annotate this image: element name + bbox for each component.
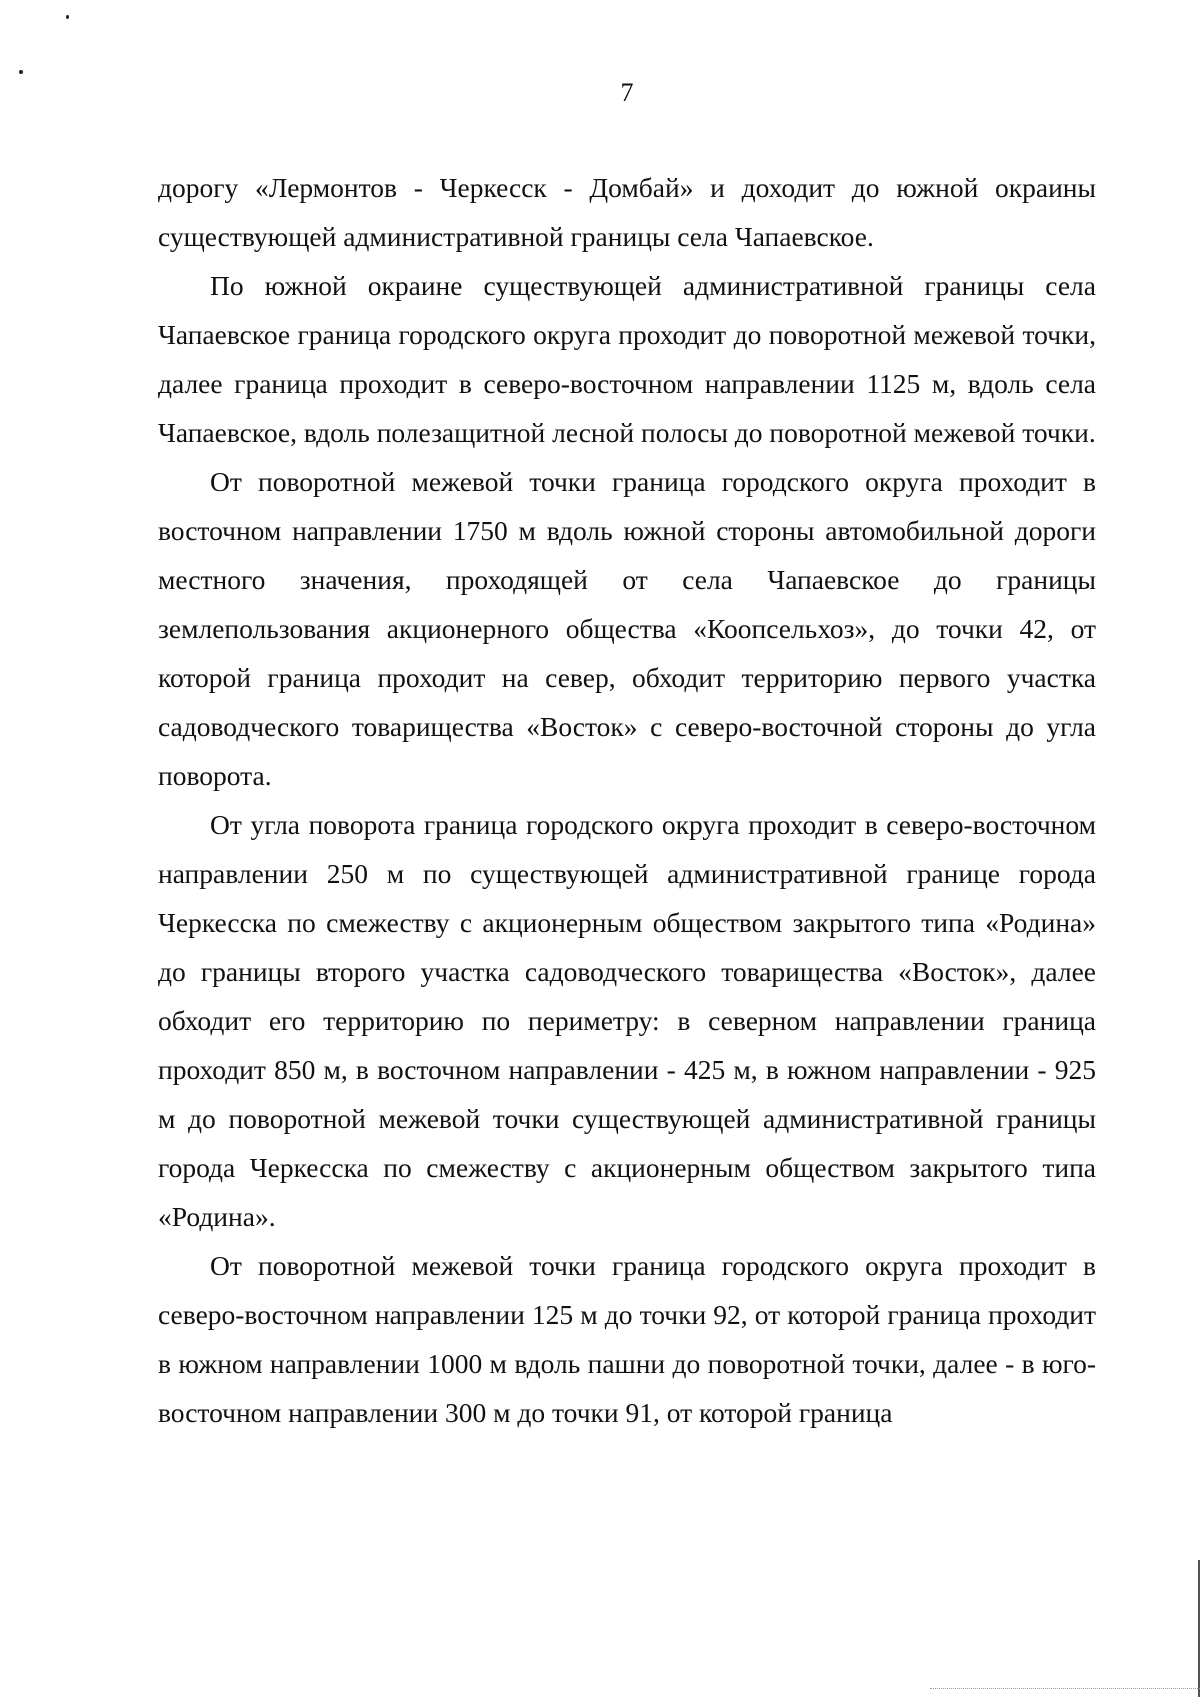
scan-speck-left [19,70,23,74]
paragraph-3: От поворотной межевой точки граница городского округа проходит в восточном направлении 1750 м вдоль южной стороны автомобильной дороги местного значения, проходящей от села Чапаевское до границы землепользования акционерного общества «Коопсельхоз», до точки 42, от которой граница проходит на север, обходит территорию первого участка садоводческого товарищества «Восток» с северо-восточной стороны до угла поворота. [158,466,1096,791]
document-body [158,163,1096,1437]
paragraph-4: От угла поворота граница городского округа проходит в северо-восточном направлении 250 м по существующей административной границе города Черкесска по смежеству с акционерным обществом закрытого типа «Родина» до границы второго участка садоводческого товарищества «Восток», далее обходит его территорию по периметру: в северном направлении граница проходит 850 м, в восточном направлении - 425 м, в южном направлении - 925 м до поворотной межевой точки существующей административной границы города Черкесска по смежеству с акционерным обществом закрытого типа «Родина». [158,809,1096,1232]
page-number: 7 [620,78,634,107]
scan-bottom-line [930,1687,1200,1689]
paragraph-5: От поворотной межевой точки граница городского округа проходит в северо-восточном направлении 125 м до точки 92, от которой граница проходит в южном направлении 1000 м вдоль пашни до поворотной точки, далее - в юго-восточном направлении 300 м до точки 91, от которой граница [158,1250,1096,1428]
paragraph-1: дорогу «Лермонтов - Черкесск - Домбай» и доходит до южной окраины существующей административной границы села Чапаевское. [158,172,1096,252]
paragraph-2: По южной окраине существующей административной границы села Чапаевское граница городского округа проходит до поворотной межевой точки, далее граница проходит в северо-восточном направлении 1125 м, вдоль села Чапаевское, вдоль полезащитной лесной полосы до поворотной межевой точки. [158,270,1096,448]
scan-speck-top-left [66,15,69,19]
